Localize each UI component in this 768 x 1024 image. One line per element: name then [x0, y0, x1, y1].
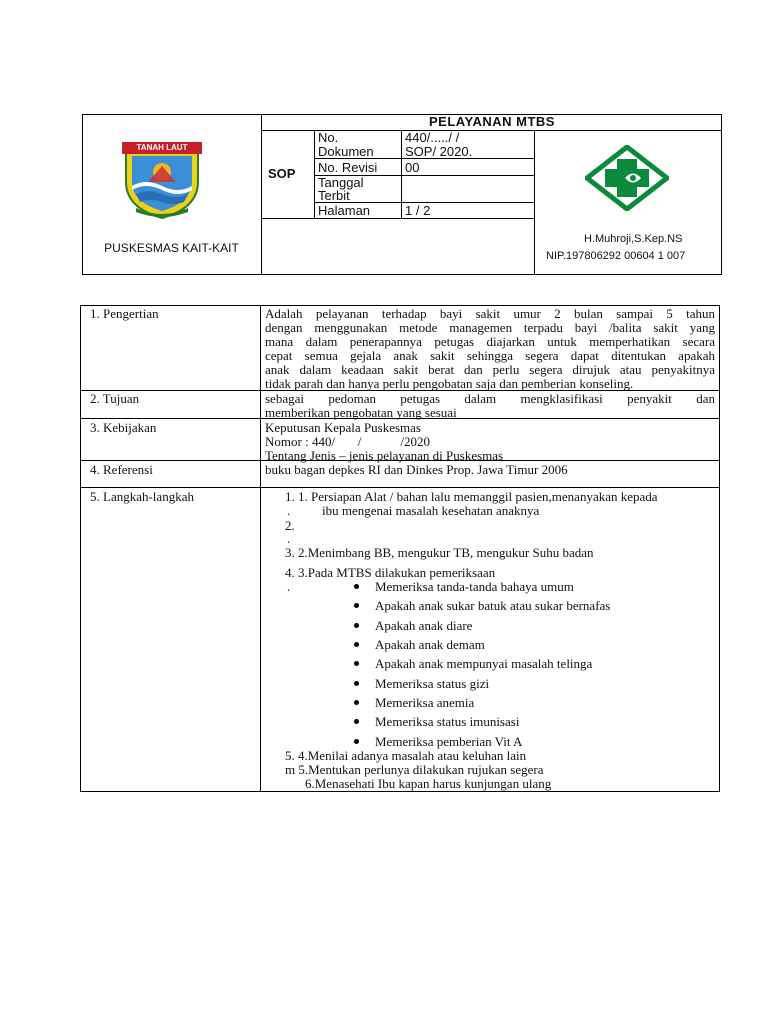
- pengertian-line: cepat semua gejala anak sakit sehingga segera dapat ditentukan apakah: [265, 348, 715, 363]
- step-item: m 5.Mentukan perlunya dilakukan rujukan segera: [285, 762, 544, 777]
- revision-value: 00: [405, 160, 420, 175]
- border-line: [314, 130, 315, 218]
- section-label-langkah: 5. Langkah-langkah: [90, 489, 194, 504]
- pengertian-line: Adalah pelayanan terhadap bayi sakit umur 2 bulan sampai 5 tahun: [265, 306, 715, 321]
- border-line: [401, 130, 402, 218]
- tujuan-line: sebagai pedoman petugas dalam mengklasifikasi penyakit dan: [265, 391, 715, 406]
- step-dot: .: [287, 531, 291, 546]
- border-line: [82, 274, 722, 275]
- step-item: 4. 3.Pada MTBS dilakukan pemeriksaan: [285, 565, 496, 580]
- tanah-laut-emblem-icon: [122, 142, 202, 220]
- sop-header-table: [82, 114, 722, 275]
- step-item: 2.: [285, 518, 295, 533]
- step-item: 1. 1. Persiapan Alat / bahan lalu memanggil pasien,menanyakan kepada: [285, 489, 658, 504]
- bullet-icon: [354, 661, 359, 666]
- doc-number-label-2: Dokumen: [318, 144, 374, 159]
- section-label-pengertian: 1. Pengertian: [90, 306, 159, 321]
- bullet-item: Apakah anak demam: [375, 637, 485, 652]
- bullet-icon: [354, 623, 359, 628]
- border-line: [261, 114, 262, 275]
- bullet-item: Memeriksa status imunisasi: [375, 714, 520, 729]
- bullet-item: Memeriksa status gizi: [375, 676, 490, 691]
- kebijakan-line: Nomor : 440/ / /2020: [265, 434, 431, 449]
- kebijakan-line: Tentang Jenis – jenis pelayanan di Puskesmas: [265, 448, 504, 463]
- pengertian-line: mana dalam penerapannya petugas diajarkan untuk memperhatikan secara: [265, 334, 715, 349]
- step-dot: .: [287, 579, 291, 594]
- page-label: Halaman: [318, 203, 371, 218]
- step-item: 3. 2.Menimbang BB, mengukur TB, mengukur Suhu badan: [285, 545, 594, 560]
- pengertian-line: tidak parah dan hanya perlu pengobatan saja dan pemberian konseling.: [265, 376, 634, 391]
- bullet-item: Apakah anak sukar batuk atau sukar bernafas: [375, 598, 611, 613]
- border-line: [719, 305, 720, 792]
- border-line: [80, 487, 720, 488]
- doc-number-value-2: SOP/ 2020.: [405, 144, 473, 159]
- doc-number-value-1: 440/...../ /: [405, 130, 460, 145]
- bullet-item: Apakah anak mempunyai masalah telinga: [375, 656, 593, 671]
- issue-date-label-2: Terbit: [318, 188, 350, 203]
- signer-nip: NIP.197806292 00604 1 007: [546, 250, 686, 262]
- step-item-continued: ibu mengenai masalah kesehatan anaknya: [322, 503, 540, 518]
- issue-date-label-1: Tanggal: [318, 175, 364, 190]
- bullet-icon: [354, 642, 359, 647]
- border-line: [261, 218, 535, 219]
- bullet-item: Memeriksa pemberian Vit A: [375, 734, 523, 749]
- doc-number-label-1: No.: [318, 130, 339, 145]
- bullet-item: Memeriksa tanda-tanda bahaya umum: [375, 579, 574, 594]
- section-label-kebijakan: 3. Kebijakan: [90, 420, 157, 435]
- pengertian-line: anak dalam keadaan sakit berat dan perlu segera dirujuk atau penyakitnya: [265, 362, 715, 377]
- emblem-banner-text: TANAH LAUT: [136, 143, 188, 152]
- revision-label: No. Revisi: [318, 160, 378, 175]
- organization-name: PUSKESMAS KAIT-KAIT: [104, 241, 239, 255]
- step-dot: .: [287, 503, 291, 518]
- step-item: 6.Menasehati Ibu kapan harus kunjungan ulang: [305, 776, 552, 791]
- section-label-tujuan: 2. Tujuan: [90, 391, 140, 406]
- page-value: 1 / 2: [405, 203, 431, 218]
- bullet-icon: [354, 681, 359, 686]
- bullet-icon: [354, 603, 359, 608]
- border-line: [80, 791, 720, 792]
- kebijakan-line: Keputusan Kepala Puskesmas: [265, 420, 421, 435]
- border-line: [80, 305, 81, 792]
- bullet-item: Apakah anak diare: [375, 618, 473, 633]
- pengertian-line: dengan menggunakan metode managemen terpadu bayi /balita sakit yang: [265, 320, 715, 335]
- section-label-referensi: 4. Referensi: [90, 462, 153, 477]
- border-line: [721, 114, 722, 275]
- bullet-icon: [354, 700, 359, 705]
- tujuan-line: memberikan pengobatan yang sesuai: [265, 405, 457, 420]
- bullet-icon: [354, 584, 359, 589]
- document-title: PELAYANAN MTBS: [429, 114, 555, 129]
- border-line: [260, 305, 261, 792]
- bullet-icon: [354, 719, 359, 724]
- referensi-text: buku bagan depkes RI dan Dinkes Prop. Jawa Timur 2006: [265, 462, 568, 477]
- puskesmas-logo-icon: [585, 145, 669, 211]
- step-item: 5. 4.Menilai adanya masalah atau keluhan lain: [285, 748, 527, 763]
- sop-label: SOP: [268, 166, 296, 181]
- bullet-icon: [354, 739, 359, 744]
- signer-name: H.Muhroji,S.Kep.NS: [584, 233, 683, 245]
- bullet-item: Memeriksa anemia: [375, 695, 475, 710]
